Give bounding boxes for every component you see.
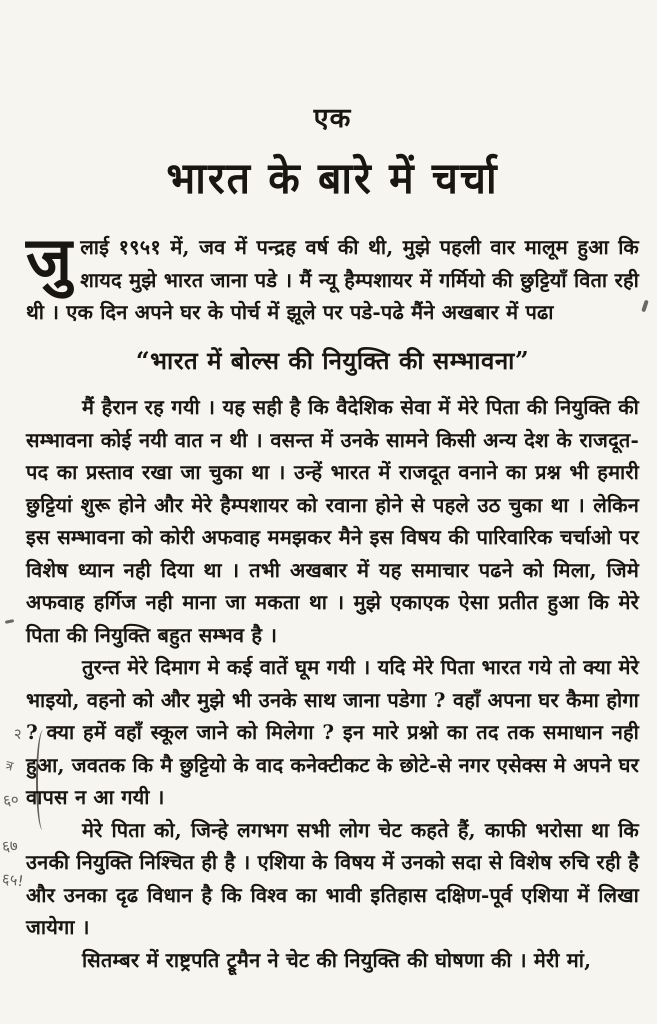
margin-annotation: त्र	[3, 758, 15, 775]
dropcap-initial: जु	[26, 223, 73, 296]
paragraph-5: सितम्बर में राष्ट्रपति ट्रूमैन ने चेट की नियुक्ति की घोषणा की । मेरी मां,	[82, 947, 592, 972]
margin-annotation: २	[13, 724, 23, 744]
scan-artifact	[641, 300, 649, 313]
page-content	[26, 0, 639, 976]
margin-annotation: ६५!	[0, 869, 25, 891]
chapter-number: एक	[313, 103, 352, 134]
paragraph-1	[26, 223, 639, 329]
paragraph-1-text: लाई १९५१ में, जव में पन्द्रह वर्ष की थी, मुझे पहली वार मालूम हुआ कि शायद मुझे भारत जाना पडे । मैं न्यू हैम्पशायर में गर्मियो की छुट्टियाँ विता रही थी । एक दिन अपने घर के पोर्च में झूले पर पडे-पढे मैंने अखबार में पढा	[26, 235, 639, 324]
chapter-title: भारत के बारे में चर्चा	[166, 152, 499, 204]
paragraph-4: मेरे पिता को, जिन्हे लगभग सभी लोग चेट कहते हैं, काफी भरोसा था कि उनकी नियुक्ति निश्चित ही है । एशिया के विषय में उनको सदा से विशेष रुचि रही है और उनका दृढ विधान है कि विश्व का भावी इतिहास दक्षिण-पूर्व एशिया में लिखा जायेगा ।	[26, 817, 639, 939]
paragraph-3: तुरन्त मेरे दिमाग मे कई वातें घूम गयी । यदि मेरे पिता भारत गये तो क्या मेरे भाइयो, वहनो को और मुझे भी उनके साथ जाना पडेगा ? वहाँ अपना घर कैमा होगा ? क्या हमें वहाँ स्कूल जाने को मिलेगा ? इन मारे प्रश्नो का तद तक समाधान नही हुआ, जवतक कि मै छुट्टियो के वाद कनेक्टीकट के छोटे-से नगर एसेक्स मे अपने घर वापस न आ गयी ।	[26, 655, 640, 809]
margin-annotation: ६७	[1, 836, 19, 856]
paragraph-2: मैं हैरान रह गयी । यह सही है कि वैदेशिक सेवा में मेरे पिता की नियुक्ति की सम्भावना कोई नयी वात न थी । वसन्त में उनके सामने किसी अन्य देश के राजदूत-पद का प्रस्ताव रखा जा चुका था । उन्हें भारत में राजदूत वनाने का प्रश्न भी हमारी छुट्टियां शुरू होने और मेरे हैम्पशायर को रवाना होने से पहले उठ चुका था । लेकिन इस सम्भावना को कोरी अफवाह ममझकर मैने इस विषय की पारिवारिक चर्चाओ पर विशेष ध्यान नही दिया था । तभी अखबार में यह समाचार पढने को मिला, जिमे अफवाह हर्गिज नही माना जा मकता था । मुझे एकाएक ऐसा प्रतीत हुआ कि मेरे पिता की नियुक्ति बहुत सम्भव है ।	[26, 395, 639, 647]
newspaper-headline-quote: “भारत में बोल्स की नियुक्ति की सम्भावना”	[135, 345, 530, 375]
scan-artifact	[5, 619, 14, 624]
margin-annotation: ६०	[2, 790, 20, 810]
body-text	[26, 223, 640, 976]
